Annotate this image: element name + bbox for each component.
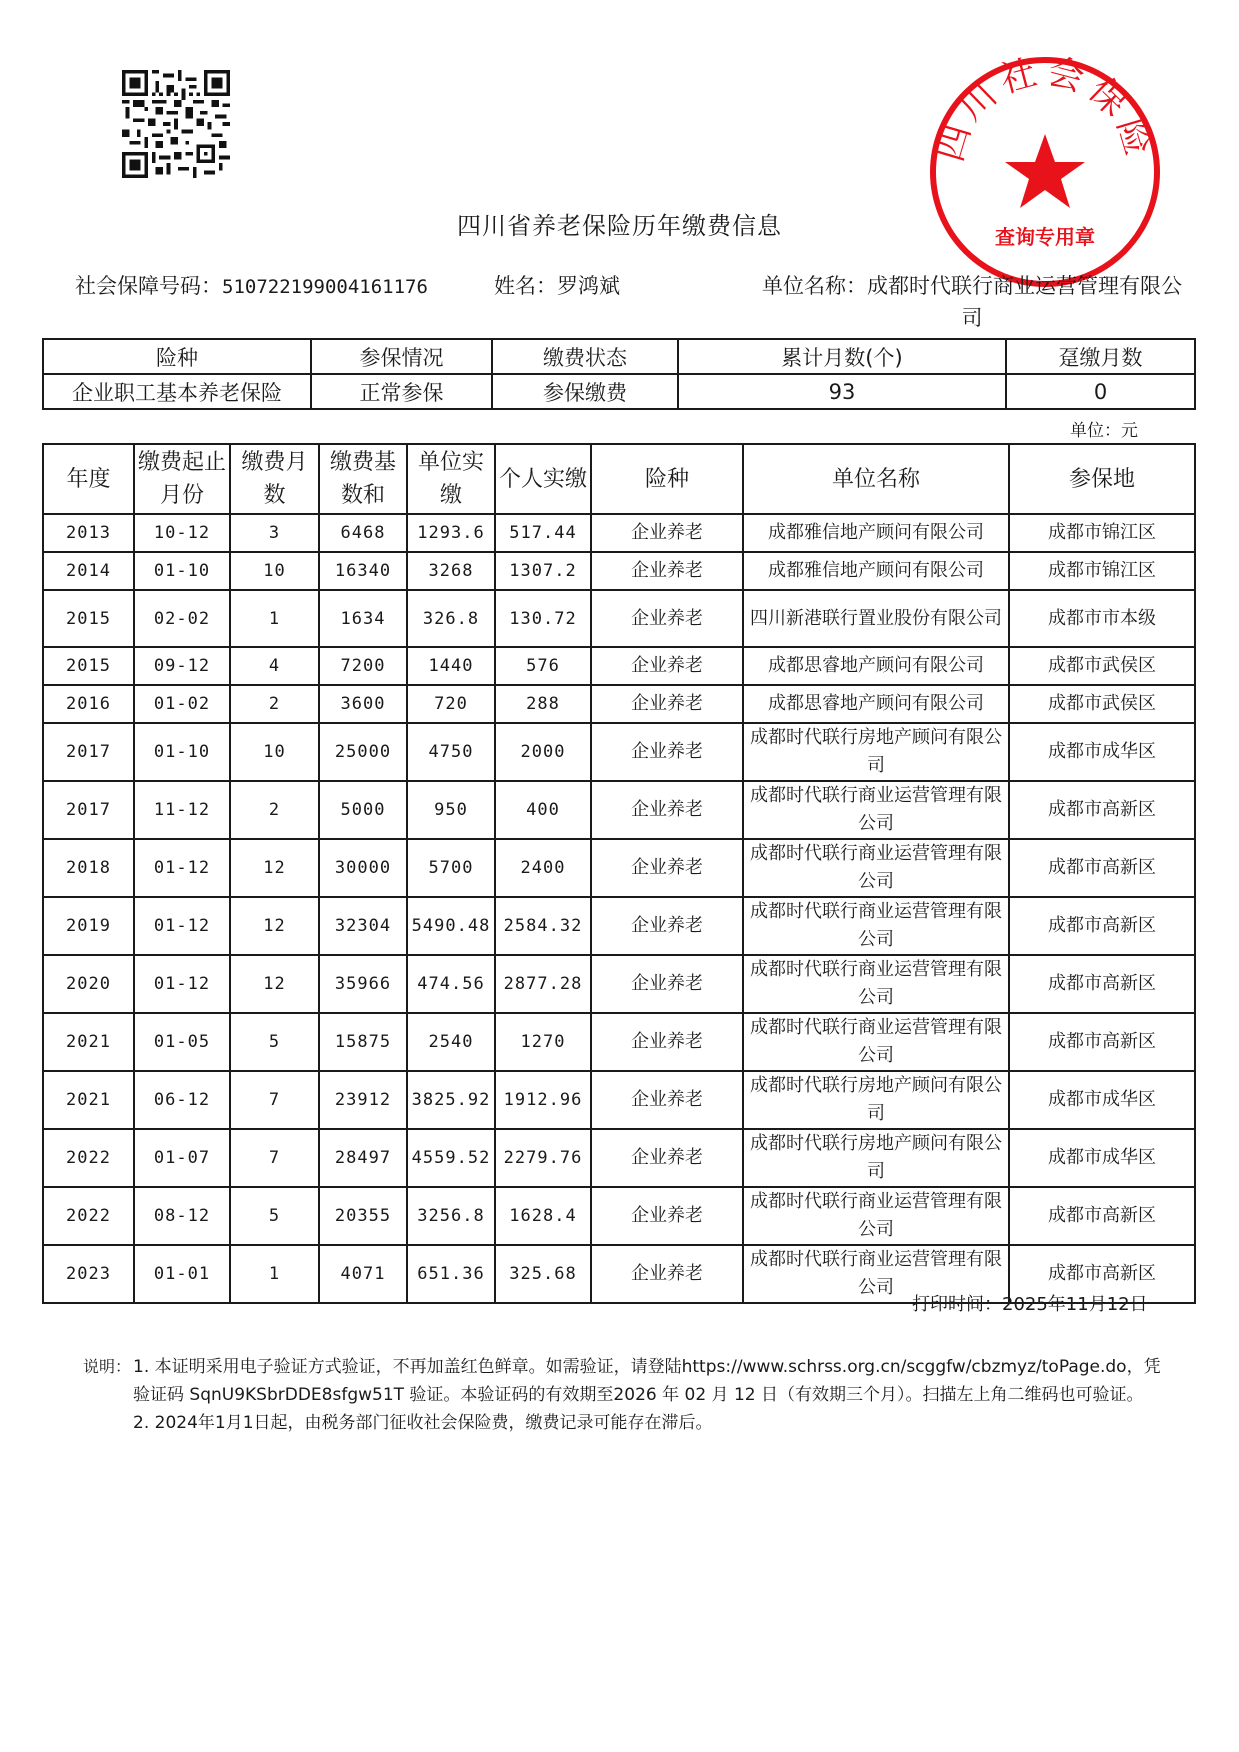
personal-paid-cell: 130.72: [495, 590, 591, 647]
ssn-field: [75, 270, 428, 300]
year-cell: 2015: [43, 590, 134, 647]
location-cell: 成都市高新区: [1009, 1013, 1195, 1071]
months-cell: 12: [230, 955, 319, 1013]
base-sum-cell: 6468: [319, 514, 407, 552]
year-cell: 2020: [43, 955, 134, 1013]
months-cell: 1: [230, 590, 319, 647]
summary-cell: 企业职工基本养老保险: [43, 374, 311, 409]
employer-paid-cell: 474.56: [407, 955, 495, 1013]
summary-table: [42, 338, 1196, 410]
location-cell: 成都市锦江区: [1009, 514, 1195, 552]
summary-cell: 0: [1006, 374, 1195, 409]
employer-paid-cell: 1440: [407, 647, 495, 685]
ssn-label: 社会保障号码：: [75, 274, 222, 298]
location-cell: 成都市高新区: [1009, 781, 1195, 839]
personal-paid-cell: 2279.76: [495, 1129, 591, 1187]
employer-name-cell: 成都时代联行商业运营管理有限公司: [743, 1245, 1009, 1303]
employer-label: 单位名称：: [762, 274, 867, 298]
base-sum-cell: 30000: [319, 839, 407, 897]
currency-unit-label: 单位：元: [1070, 421, 1138, 441]
document-title: 四川省养老保险历年缴费信息: [457, 212, 782, 240]
months-cell: 12: [230, 897, 319, 955]
notes-section: [83, 1353, 1168, 1437]
year-cell: 2016: [43, 685, 134, 723]
employer-paid-cell: 1293.6: [407, 514, 495, 552]
ssn-value: 510722199004161176: [222, 276, 428, 298]
base-sum-cell: 5000: [319, 781, 407, 839]
employer-paid-cell: 2540: [407, 1013, 495, 1071]
employer-paid-cell: 4750: [407, 723, 495, 781]
employer-paid-cell: 326.8: [407, 590, 495, 647]
insurance-type-cell: 企业养老: [591, 1071, 743, 1129]
months-cell: 2: [230, 685, 319, 723]
insurance-type-cell: 企业养老: [591, 1245, 743, 1303]
insurance-type-cell: 企业养老: [591, 1129, 743, 1187]
employer-paid-cell: 3825.92: [407, 1071, 495, 1129]
insurance-type-cell: 企业养老: [591, 1187, 743, 1245]
period-cell: 01-12: [134, 897, 230, 955]
base-sum-cell: 16340: [319, 552, 407, 590]
table-row: [43, 781, 1195, 839]
base-sum-cell: 23912: [319, 1071, 407, 1129]
personal-paid-cell: 1307.2: [495, 552, 591, 590]
insurance-type-cell: 企业养老: [591, 647, 743, 685]
personal-paid-cell: 576: [495, 647, 591, 685]
period-cell: 08-12: [134, 1187, 230, 1245]
period-cell: 01-10: [134, 723, 230, 781]
header-location: 参保地: [1009, 444, 1195, 514]
employer-name-cell: 成都雅信地产顾问有限公司: [743, 514, 1009, 552]
year-cell: 2022: [43, 1129, 134, 1187]
note-item: 2. 2024年1月1日起，由税务部门征收社会保险费，缴费记录可能存在滞后。: [133, 1413, 713, 1433]
employer-name-cell: 成都时代联行房地产顾问有限公司: [743, 1129, 1009, 1187]
insurance-type-cell: 企业养老: [591, 955, 743, 1013]
summary-header-cell: 参保情况: [311, 339, 492, 374]
period-cell: 10-12: [134, 514, 230, 552]
personal-paid-cell: 2584.32: [495, 897, 591, 955]
months-cell: 4: [230, 647, 319, 685]
personal-paid-cell: 288: [495, 685, 591, 723]
employer-paid-cell: 950: [407, 781, 495, 839]
detail-body: [43, 514, 1195, 1303]
year-cell: 2013: [43, 514, 134, 552]
employer-name-cell: 成都时代联行房地产顾问有限公司: [743, 1071, 1009, 1129]
months-cell: 1: [230, 1245, 319, 1303]
employer-name-cell: 成都雅信地产顾问有限公司: [743, 552, 1009, 590]
period-cell: 09-12: [134, 647, 230, 685]
period-cell: 01-01: [134, 1245, 230, 1303]
employer-paid-cell: 5700: [407, 839, 495, 897]
detail-header-row: [43, 444, 1195, 514]
insurance-type-cell: 企业养老: [591, 685, 743, 723]
period-cell: 01-12: [134, 955, 230, 1013]
employer-value: 成都时代联行商业运营管理有限公司: [867, 274, 1182, 330]
notes-label: 说明：: [83, 1357, 132, 1376]
employer-paid-cell: 4559.52: [407, 1129, 495, 1187]
personal-paid-cell: 1628.4: [495, 1187, 591, 1245]
insurance-type-cell: 企业养老: [591, 897, 743, 955]
personal-paid-cell: 325.68: [495, 1245, 591, 1303]
summary-row: [43, 374, 1195, 409]
insurance-type-cell: 企业养老: [591, 781, 743, 839]
base-sum-cell: 4071: [319, 1245, 407, 1303]
year-cell: 2015: [43, 647, 134, 685]
summary-cell: 参保缴费: [492, 374, 678, 409]
base-sum-cell: 35966: [319, 955, 407, 1013]
location-cell: 成都市成华区: [1009, 1129, 1195, 1187]
base-sum-cell: 15875: [319, 1013, 407, 1071]
personal-paid-cell: 400: [495, 781, 591, 839]
star-icon: [1005, 134, 1085, 208]
months-cell: 7: [230, 1071, 319, 1129]
print-time: 打印时间：2025年11月12日: [912, 1294, 1148, 1315]
personal-paid-cell: 2400: [495, 839, 591, 897]
base-sum-cell: 28497: [319, 1129, 407, 1187]
summary-header-cell: 趸缴月数: [1006, 339, 1195, 374]
months-cell: 5: [230, 1187, 319, 1245]
insurance-type-cell: 企业养老: [591, 1013, 743, 1071]
table-row: [43, 685, 1195, 723]
employer-paid-cell: 3268: [407, 552, 495, 590]
name-value: 罗鸿斌: [557, 274, 620, 298]
base-sum-cell: 1634: [319, 590, 407, 647]
employer-paid-cell: 720: [407, 685, 495, 723]
table-row: [43, 839, 1195, 897]
location-cell: 成都市武侯区: [1009, 647, 1195, 685]
location-cell: 成都市成华区: [1009, 1071, 1195, 1129]
summary-cell: 正常参保: [311, 374, 492, 409]
employer-name-cell: 四川新港联行置业股份有限公司: [743, 590, 1009, 647]
year-cell: 2014: [43, 552, 134, 590]
base-sum-cell: 7200: [319, 647, 407, 685]
period-cell: 11-12: [134, 781, 230, 839]
base-sum-cell: 32304: [319, 897, 407, 955]
summary-cell: 93: [678, 374, 1006, 409]
employer-name-cell: 成都时代联行商业运营管理有限公司: [743, 1013, 1009, 1071]
table-row: [43, 647, 1195, 685]
year-cell: 2021: [43, 1013, 134, 1071]
location-cell: 成都市高新区: [1009, 839, 1195, 897]
header-employer-name: 单位名称: [743, 444, 1009, 514]
seal-arc-text: 四川社会保险: [929, 52, 1161, 167]
employer-paid-cell: 3256.8: [407, 1187, 495, 1245]
table-row: [43, 1129, 1195, 1187]
months-cell: 10: [230, 723, 319, 781]
months-cell: 5: [230, 1013, 319, 1071]
insurance-type-cell: 企业养老: [591, 839, 743, 897]
location-cell: 成都市成华区: [1009, 723, 1195, 781]
year-cell: 2017: [43, 781, 134, 839]
months-cell: 10: [230, 552, 319, 590]
insurance-type-cell: 企业养老: [591, 723, 743, 781]
location-cell: 成都市高新区: [1009, 1187, 1195, 1245]
personal-paid-cell: 2000: [495, 723, 591, 781]
table-row: [43, 552, 1195, 590]
months-cell: 3: [230, 514, 319, 552]
location-cell: 成都市高新区: [1009, 897, 1195, 955]
year-cell: 2021: [43, 1071, 134, 1129]
location-cell: 成都市武侯区: [1009, 685, 1195, 723]
table-row: [43, 590, 1195, 647]
header-personal-paid: 个人实缴: [495, 444, 591, 514]
period-cell: 01-05: [134, 1013, 230, 1071]
year-cell: 2019: [43, 897, 134, 955]
header-period: 缴费起止月份: [134, 444, 230, 514]
table-row: [43, 514, 1195, 552]
table-row: [43, 1071, 1195, 1129]
header-insurance-type: 险种: [591, 444, 743, 514]
location-cell: 成都市高新区: [1009, 1245, 1195, 1303]
official-seal-stamp: [925, 52, 1165, 292]
employer-paid-cell: 651.36: [407, 1245, 495, 1303]
base-sum-cell: 20355: [319, 1187, 407, 1245]
table-row: [43, 1187, 1195, 1245]
personal-paid-cell: 517.44: [495, 514, 591, 552]
employer-name-cell: 成都时代联行商业运营管理有限公司: [743, 839, 1009, 897]
year-cell: 2022: [43, 1187, 134, 1245]
personal-paid-cell: 2877.28: [495, 955, 591, 1013]
base-sum-cell: 3600: [319, 685, 407, 723]
summary-header-cell: 险种: [43, 339, 311, 374]
personal-paid-cell: 1912.96: [495, 1071, 591, 1129]
period-cell: 02-02: [134, 590, 230, 647]
period-cell: 01-02: [134, 685, 230, 723]
table-row: [43, 897, 1195, 955]
header-employer-paid: 单位实缴: [407, 444, 495, 514]
months-cell: 2: [230, 781, 319, 839]
personal-paid-cell: 1270: [495, 1013, 591, 1071]
insurance-type-cell: 企业养老: [591, 590, 743, 647]
location-cell: 成都市锦江区: [1009, 552, 1195, 590]
seal-bottom-text: 查询专用章: [995, 225, 1095, 249]
year-cell: 2023: [43, 1245, 134, 1303]
table-row: [43, 1013, 1195, 1071]
months-cell: 12: [230, 839, 319, 897]
name-label: 姓名：: [494, 274, 557, 298]
header-year: 年度: [43, 444, 134, 514]
employer-paid-cell: 5490.48: [407, 897, 495, 955]
location-cell: 成都市高新区: [1009, 955, 1195, 1013]
year-cell: 2017: [43, 723, 134, 781]
employer-field: [752, 270, 1192, 334]
contribution-history-table: [42, 443, 1196, 1304]
employer-name-cell: 成都时代联行商业运营管理有限公司: [743, 955, 1009, 1013]
employer-name-cell: 成都时代联行房地产顾问有限公司: [743, 723, 1009, 781]
months-cell: 7: [230, 1129, 319, 1187]
table-row: [43, 955, 1195, 1013]
location-cell: 成都市市本级: [1009, 590, 1195, 647]
qr-code: [122, 70, 230, 178]
year-cell: 2018: [43, 839, 134, 897]
employer-name-cell: 成都时代联行商业运营管理有限公司: [743, 897, 1009, 955]
period-cell: 01-10: [134, 552, 230, 590]
period-cell: 06-12: [134, 1071, 230, 1129]
name-field: [494, 270, 620, 300]
header-base-sum: 缴费基数和: [319, 444, 407, 514]
header-months: 缴费月数: [230, 444, 319, 514]
period-cell: 01-07: [134, 1129, 230, 1187]
employer-name-cell: 成都时代联行商业运营管理有限公司: [743, 1187, 1009, 1245]
employer-name-cell: 成都思睿地产顾问有限公司: [743, 685, 1009, 723]
insurance-type-cell: 企业养老: [591, 552, 743, 590]
summary-header-row: [43, 339, 1195, 374]
employer-name-cell: 成都时代联行商业运营管理有限公司: [743, 781, 1009, 839]
note-item: 1. 本证明采用电子验证方式验证，不再加盖红色鲜章。如需验证，请登陆https://www.schrss.org.cn/scggfw/cbzmyz/toPage.do，凭验证码 SqnU9KSbrDDE8sfgw51T 验证。本验证码的有效期至2026 年 02 月 12 日（有效期三个月）。扫描左上角二维码也可验证。: [133, 1357, 1161, 1405]
summary-header-cell: 缴费状态: [492, 339, 678, 374]
period-cell: 01-12: [134, 839, 230, 897]
insurance-type-cell: 企业养老: [591, 514, 743, 552]
base-sum-cell: 25000: [319, 723, 407, 781]
table-row: [43, 723, 1195, 781]
employer-name-cell: 成都思睿地产顾问有限公司: [743, 647, 1009, 685]
summary-header-cell: 累计月数(个): [678, 339, 1006, 374]
